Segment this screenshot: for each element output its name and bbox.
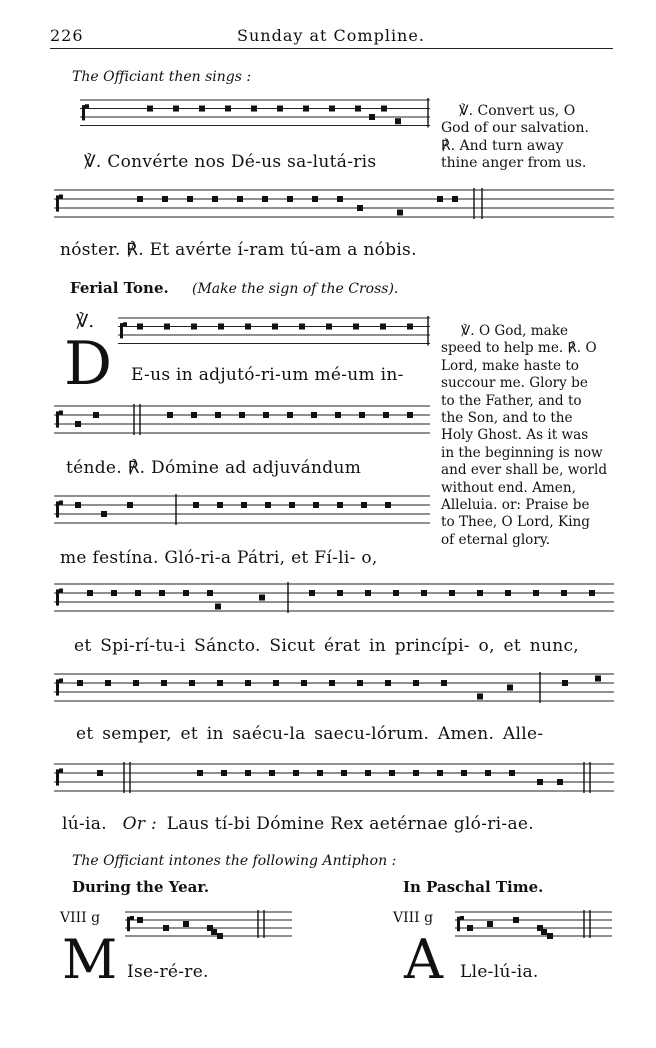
neume — [137, 917, 143, 923]
neume — [93, 412, 99, 418]
clef-mark — [59, 679, 63, 683]
neume — [505, 590, 511, 596]
neume — [311, 412, 317, 418]
neume — [225, 106, 231, 112]
mode-label: VIII g — [393, 910, 434, 926]
translation-line: succour me. Glory be — [441, 375, 588, 392]
neume — [385, 680, 391, 686]
drop-capital: A — [404, 928, 443, 991]
mode-label: VIII g — [60, 910, 101, 926]
translation-line: to the Father, and to — [441, 392, 582, 409]
neume — [357, 205, 363, 211]
lyric-alleluia-end: lú-ia. — [62, 814, 107, 834]
neume — [191, 324, 197, 330]
neume — [309, 590, 315, 596]
translation-line: and ever shall be, world — [441, 462, 608, 479]
neume — [313, 502, 319, 508]
clef-mark — [82, 105, 85, 120]
translation-line: thine anger from us. — [441, 155, 587, 172]
translation-line: speed to help me. ℟. O — [441, 340, 597, 357]
drop-capital: D — [64, 329, 113, 399]
antiphon-lyric: Lle-lú-ia. — [460, 962, 539, 982]
neume — [461, 770, 467, 776]
neume — [167, 412, 173, 418]
neume — [312, 196, 318, 202]
neume — [329, 106, 335, 112]
clef-mark — [130, 916, 134, 920]
neume — [217, 502, 223, 508]
neume — [137, 324, 143, 330]
chant-lyric-line: ténde. ℟. Dómine ad adjuvándum — [66, 458, 362, 478]
neume — [452, 196, 458, 202]
drop-capital: M — [62, 928, 118, 991]
heading-paschal-time: In Paschal Time. — [403, 878, 544, 896]
neume — [251, 106, 257, 112]
neume — [193, 502, 199, 508]
translation-line: the Son, and to the — [441, 410, 573, 427]
neume — [541, 929, 547, 935]
neume — [337, 502, 343, 508]
neume — [77, 680, 83, 686]
clef-mark — [85, 104, 89, 108]
neume — [239, 412, 245, 418]
neume — [303, 106, 309, 112]
neume — [381, 106, 387, 112]
neume — [337, 196, 343, 202]
neume — [413, 680, 419, 686]
neume — [485, 770, 491, 776]
neume — [301, 680, 307, 686]
neume — [241, 502, 247, 508]
neume — [101, 511, 107, 517]
neume — [329, 680, 335, 686]
neume — [263, 412, 269, 418]
neume — [273, 680, 279, 686]
clef-mark — [127, 917, 130, 931]
translation-line: in the beginning is now — [441, 444, 603, 461]
clef-mark — [56, 411, 59, 427]
neume — [215, 412, 221, 418]
neume — [191, 412, 197, 418]
neume — [245, 680, 251, 686]
neume — [277, 106, 283, 112]
neume — [161, 680, 167, 686]
neume — [365, 590, 371, 596]
neume — [421, 590, 427, 596]
page-number: 226 — [50, 26, 84, 45]
neume — [380, 324, 386, 330]
neume — [437, 770, 443, 776]
rubric-sign-of-cross: (Make the sign of the Cross). — [192, 281, 399, 297]
neume — [395, 118, 401, 124]
clef-mark — [56, 589, 59, 605]
neume — [383, 412, 389, 418]
neume — [187, 196, 193, 202]
neume — [389, 770, 395, 776]
neume — [562, 680, 568, 686]
neume — [97, 770, 103, 776]
neume — [111, 590, 117, 596]
neume — [509, 770, 515, 776]
translation-line: Alleluia. or: Praise be — [441, 497, 590, 514]
clef-mark — [120, 323, 123, 338]
neume — [197, 770, 203, 776]
neume — [393, 590, 399, 596]
neume — [75, 502, 81, 508]
antiphon-lyric: Ise-ré-re. — [127, 962, 209, 982]
chant-lyric-line: nóster. ℟. Et avérte í-ram tú-am a nóbis. — [60, 240, 417, 260]
clef-mark — [59, 589, 63, 593]
neume — [159, 590, 165, 596]
neume — [127, 502, 133, 508]
translation-line: to Thee, O Lord, King — [441, 514, 591, 531]
clef-mark — [56, 679, 59, 695]
lyric-laus-tibi: Laus tí-bi Dómine Rex aetérnae gló-ri-ae. — [166, 814, 534, 834]
neume — [487, 921, 493, 927]
neume — [365, 770, 371, 776]
neume — [369, 114, 375, 120]
neume — [326, 324, 332, 330]
neume — [353, 324, 359, 330]
neume — [173, 106, 179, 112]
neume — [337, 590, 343, 596]
neume — [207, 590, 213, 596]
neume — [183, 590, 189, 596]
neume — [237, 196, 243, 202]
neume — [299, 324, 305, 330]
neume — [397, 210, 403, 216]
neume — [147, 106, 153, 112]
neume — [87, 590, 93, 596]
neume — [287, 412, 293, 418]
neume — [215, 604, 221, 610]
neume — [163, 925, 169, 931]
neume — [507, 685, 513, 691]
neume — [547, 933, 553, 939]
clef-mark — [56, 501, 59, 517]
chant-lyric-line: ℣. Convérte nos Dé-us sa-lutá-ris — [84, 152, 377, 172]
neume — [164, 324, 170, 330]
clef-mark — [460, 916, 464, 920]
chant-lyric-line: et semper, et in saécu-la saecu-lórum. Amen. Alle- — [76, 724, 544, 744]
clef-mark — [56, 195, 59, 211]
neume — [289, 502, 295, 508]
or-rubric: Or : — [122, 814, 158, 834]
neume — [245, 770, 251, 776]
neume — [537, 779, 543, 785]
neume — [162, 196, 168, 202]
translation-line: without end. Amen, — [441, 479, 576, 496]
neume — [477, 694, 483, 700]
versicle-mark: ℣. — [76, 311, 95, 332]
chant-lyric-line: me festína. Gló-ri-a Pátri, et Fí-li- o, — [60, 548, 378, 568]
neume — [359, 412, 365, 418]
translation-line: ℣. Convert us, O — [459, 103, 576, 119]
neume — [407, 412, 413, 418]
neume — [211, 929, 217, 935]
neume — [221, 770, 227, 776]
neume — [183, 921, 189, 927]
clef-mark — [59, 769, 63, 773]
neume — [361, 502, 367, 508]
translation-line: Lord, make haste to — [441, 357, 579, 374]
neume — [265, 502, 271, 508]
neume — [355, 106, 361, 112]
clef-mark — [59, 195, 63, 199]
neume — [437, 196, 443, 202]
neume — [477, 590, 483, 596]
neume — [561, 590, 567, 596]
neume — [413, 770, 419, 776]
heading-during-the-year: During the Year. — [72, 878, 210, 896]
chant-lyric-line: et Spi-rí-tu-i Sáncto. Sicut érat in princípi- o, et nunc, — [74, 636, 579, 656]
neume — [75, 421, 81, 427]
translation-line: Holy Ghost. As it was — [441, 427, 589, 444]
neume — [217, 680, 223, 686]
neume — [212, 196, 218, 202]
neume — [441, 680, 447, 686]
neume — [293, 770, 299, 776]
neume — [407, 324, 413, 330]
neume — [135, 590, 141, 596]
neume — [218, 324, 224, 330]
clef-mark — [123, 322, 127, 326]
neume — [259, 595, 265, 601]
neume — [533, 590, 539, 596]
rubric-intones-antiphon: The Officiant intones the following Antiphon : — [72, 853, 397, 869]
neume — [189, 680, 195, 686]
neume — [449, 590, 455, 596]
chant-lyric-line: E-us in adjutó-ri-um mé-um in- — [131, 365, 404, 385]
neume — [137, 196, 143, 202]
neume — [269, 770, 275, 776]
neume — [335, 412, 341, 418]
neume — [287, 196, 293, 202]
neume — [217, 933, 223, 939]
neume — [317, 770, 323, 776]
translation-line: God of our salvation. — [441, 120, 589, 137]
neume — [245, 324, 251, 330]
neume — [105, 680, 111, 686]
translation-line: ℟. And turn away — [441, 137, 564, 154]
clef-mark — [56, 769, 59, 785]
neume — [272, 324, 278, 330]
neume — [557, 779, 563, 785]
clef-mark — [59, 501, 63, 505]
clef-mark — [59, 411, 63, 415]
neume — [595, 676, 601, 682]
translation-line: ℣. O God, make — [461, 323, 569, 339]
neume — [513, 917, 519, 923]
neume — [589, 590, 595, 596]
neume — [262, 196, 268, 202]
neume — [357, 680, 363, 686]
neume — [385, 502, 391, 508]
neume — [341, 770, 347, 776]
translation-line: of eternal glory. — [441, 531, 551, 548]
neume — [467, 925, 473, 931]
clef-mark — [457, 917, 460, 931]
neume — [199, 106, 205, 112]
section-heading-ferial-tone: Ferial Tone. — [70, 279, 169, 297]
running-title: Sunday at Compline. — [237, 26, 425, 45]
rubric-officiant-sings: The Officiant then sings : — [72, 69, 252, 85]
neume — [133, 680, 139, 686]
